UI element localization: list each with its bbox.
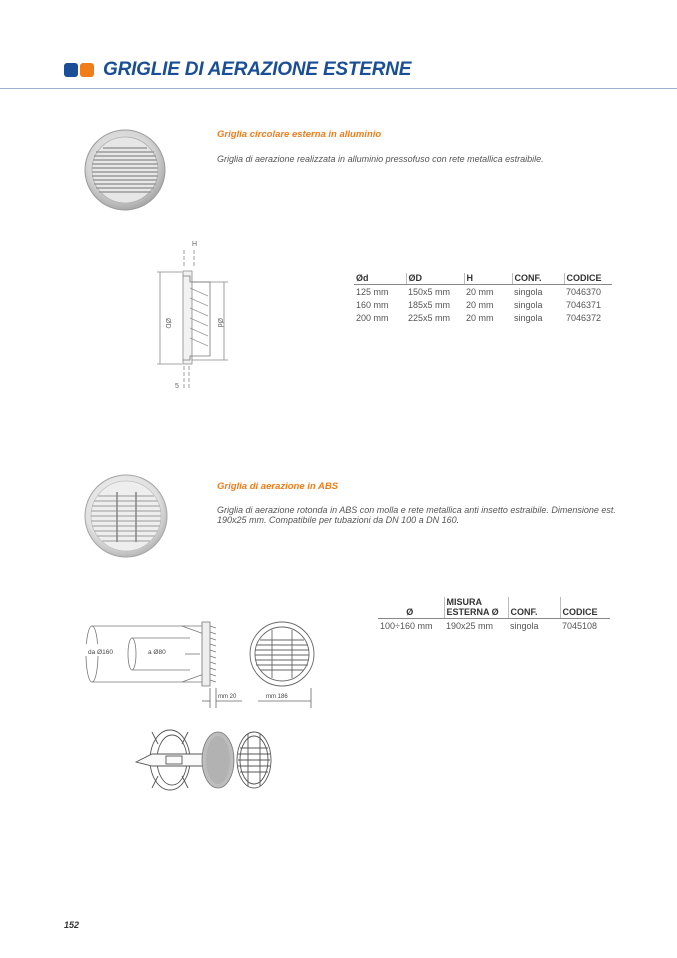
table-cell: 7046371 [566, 300, 602, 310]
table-row [354, 285, 612, 299]
brand-logo [64, 63, 96, 77]
table-cell: 20 mm [466, 313, 494, 323]
product1-technical-drawing [152, 238, 242, 396]
table-cell: 125 mm [356, 287, 389, 297]
dim-h-label: H [192, 241, 198, 248]
page-title: GRIGLIE DI AERAZIONE ESTERNE [103, 59, 412, 80]
table-cell: 20 mm [466, 287, 494, 297]
table-header-row [378, 597, 610, 619]
col-header: ØD [406, 273, 464, 285]
product2-photo [84, 474, 168, 558]
table-row [354, 298, 612, 311]
table-header-row [354, 273, 612, 285]
table-cell: 225x5 mm [408, 313, 451, 323]
table-cell: 20 mm [466, 300, 494, 310]
dim-5-label: 5 [175, 383, 179, 390]
product2-technical-drawing [82, 614, 322, 712]
dim-odi-label: Ød [216, 318, 223, 328]
product2-title: Griglia di aerazione in ABS [217, 481, 339, 492]
col-header: CODICE [560, 597, 610, 619]
product2-spec-table [378, 597, 610, 632]
col-header: CONF. [512, 273, 564, 285]
table-cell: 160 mm [356, 300, 389, 310]
table-cell: 7046370 [566, 287, 602, 297]
col-header: H [464, 273, 512, 285]
dim-a80-label: a Ø80 [148, 649, 166, 656]
product1-photo [84, 128, 166, 212]
header-divider [0, 88, 677, 89]
table-cell: 100÷160 mm [380, 621, 433, 631]
table-cell: singola [514, 287, 543, 297]
table-cell: singola [514, 313, 543, 323]
product1-title: Griglia circolare esterna in alluminio [217, 129, 382, 140]
col-header: MISURA ESTERNA Ø [444, 597, 508, 619]
col-header: CODICE [564, 273, 612, 285]
product2-exploded-view [134, 724, 276, 794]
table-cell: 7046372 [566, 313, 602, 323]
table-row [354, 311, 612, 324]
product2-description: Griglia di aerazione rotonda in ABS con molla e rete metallica anti insetto estraibile. Dimensione est. 190x25 mm. Compatibile per tubazioni da DN 100 a DN 160. [217, 505, 616, 525]
table-cell: 190x25 mm [446, 621, 494, 631]
table-cell: 150x5 mm [408, 287, 451, 297]
page-number: 152 [64, 920, 80, 930]
table-row [378, 619, 610, 633]
col-header: CONF. [508, 597, 560, 619]
logo-square-blue [64, 63, 78, 77]
dim-mm186-label: mm 186 [266, 694, 288, 700]
product1-description: Griglia di aerazione realizzata in alluminio pressofuso con rete metallica estraibile. [217, 154, 544, 164]
dim-od-label: ØD [164, 318, 171, 329]
table-cell: 185x5 mm [408, 300, 451, 310]
logo-square-orange [80, 63, 94, 77]
col-header: Ø [378, 597, 444, 619]
table-cell: singola [514, 300, 543, 310]
table-cell: 7045108 [562, 621, 598, 631]
col-header: Ød [354, 273, 406, 285]
product1-spec-table [354, 273, 612, 324]
table-cell: singola [510, 621, 539, 631]
table-cell: 200 mm [356, 313, 389, 323]
dim-mm20-label: mm 20 [218, 694, 237, 700]
dim-da160-label: da Ø160 [88, 649, 113, 656]
